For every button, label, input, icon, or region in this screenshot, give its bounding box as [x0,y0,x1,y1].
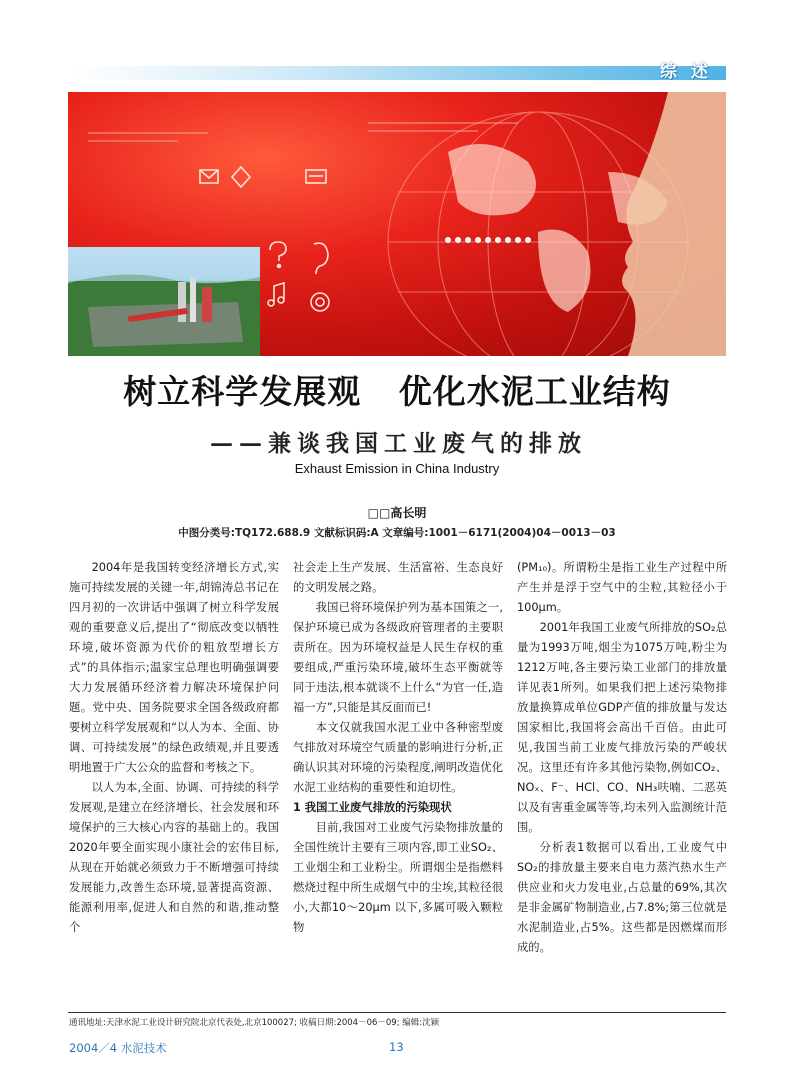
paragraph: 社会走上生产发展、生活富裕、生态良好的文明发展之路。 [293,561,503,594]
paragraph: 目前,我国对工业废气污染物排放量的全国性统计主要有三项内容,即工业SO₂、工业烟尘和工业粉尘。所谓烟尘是指燃料燃烧过程中所生成烟气中的尘埃,其粒径很小,大都10～20μm 以下,多属可吸入颗粒物 [293,821,503,934]
question-icon [270,242,286,268]
section-heading: 1 我国工业废气排放的污染现状 [293,801,452,814]
cement-plant-illustration [68,247,260,356]
dot-row-decoration [445,237,531,243]
hero-banner [68,92,726,356]
music-note-icon [268,283,284,306]
text-texture [88,122,518,142]
header-gradient-bar [68,66,726,80]
ear-icon [314,243,328,274]
section-label: 综述 [660,62,722,82]
keyboard-icon [306,170,326,183]
paragraph: 我国已将环境保护列为基本国策之一,保护环境已成为各级政府管理者的主要职责所在。因为环境权益是人民生存权的重要组成,严重污染环境,破坏生态平衡就等同于违法,根本就谈不上什么“为官一任,造福一方”,只能是其反面而已! [293,601,503,714]
classification-line: 中图分类号:TQ172.688.9 文献标识码:A 文章编号:1001－6171(2004)04－0013－03 [178,527,616,539]
paragraph: 2001年我国工业废气所排放的SO₂总量为1993万吨,烟尘为1075万吨,粉尘为1212万吨,各主要污染工业部门的排放量详见表1所列。如果我们把上述污染物排放量换算成单位GDP产值的排放量与发达国家相比,我国将会高出千百倍。由此可见,我国当前工业废气排放污染的严峻状况。这里还有许多其他污染物,例如CO₂、NOₓ、F⁻、HCl、CO、NH₃呋喃、二恶英以及有害重金属等等,均未列入监测统计范围。 [517,621,727,834]
envelope-icon [200,170,218,183]
author-line: □□高长明 [367,506,427,520]
text-column-2 [293,558,503,938]
face-profile-icon [622,92,726,356]
at-sign-icon [311,293,329,311]
cement-plant-photo [68,247,260,356]
paragraph: 本文仅就我国水泥工业中各种密型废气排放对环境空气质量的影响进行分析,正确认识其对环境的污染程度,阐明改造优化水泥工业结构的重要性和迫切性。 [293,721,503,794]
paragraph: 分析表1数据可以看出,工业废气中SO₂的排放量主要来自电力蒸汽热水生产供应业和火力发电业,占总量的69%,其次是非金属矿物制造业,占7.8%;第三位就是水泥制造业,占5%。这些都是因燃煤而形成的。 [517,841,727,954]
footer-divider [68,1012,726,1013]
diamond-icon [232,167,250,187]
paragraph: (PM₁₀)。所谓粉尘是指工业生产过程中所产生并是浮于空气中的尘粒,其粒径小于100μm。 [517,561,727,614]
article-subtitle: ——兼谈我国工业废气的排放 [210,430,587,457]
journal-folio: 2004／4 水泥技术 [69,1041,167,1055]
text-column-3 [517,558,727,958]
article-title: 树立科学发展观 优化水泥工业结构 [123,372,671,411]
text-column-1 [69,558,279,938]
paragraph: 以人为本,全面、协调、可持续的科学发展观,是建立在经济增长、社会发展和环境保护的三大核心内容的基础上的。我国2020年要全面实现小康社会的宏伟目标,从现在开始就必须致力于不断增强可持续发展能力,改善生态环境,显著提高资源、能源利用率,促进人和自然的和谐,推动整个 [69,781,279,934]
footer-contact-note: 通讯地址:天津水泥工业设计研究院北京代表处,北京100027; 收稿日期:2004－06－09; 编辑:沈颖 [69,1018,440,1028]
page-number: 13 [389,1040,404,1054]
english-title: Exhaust Emission in China Industry [294,461,500,476]
paragraph: 2004年是我国转变经济增长方式,实施可持续发展的关键一年,胡锦涛总书记在四月初的一次讲话中强调了树立科学发展观的重要意义后,提出了“彻底改变以牺牲环境,破坏资源为代价的粗放型增长方式”的具体指示;温家宝总理也明确强调要大力发展循环经济着力解决环境保护问题。党中央、国务院要求全国各级政府都要树立科学发展观和“以人为本、全面、协调、可持续发展”的绿色政绩观,并且要透明地置于广大公众的监督和考核之下。 [69,561,279,774]
